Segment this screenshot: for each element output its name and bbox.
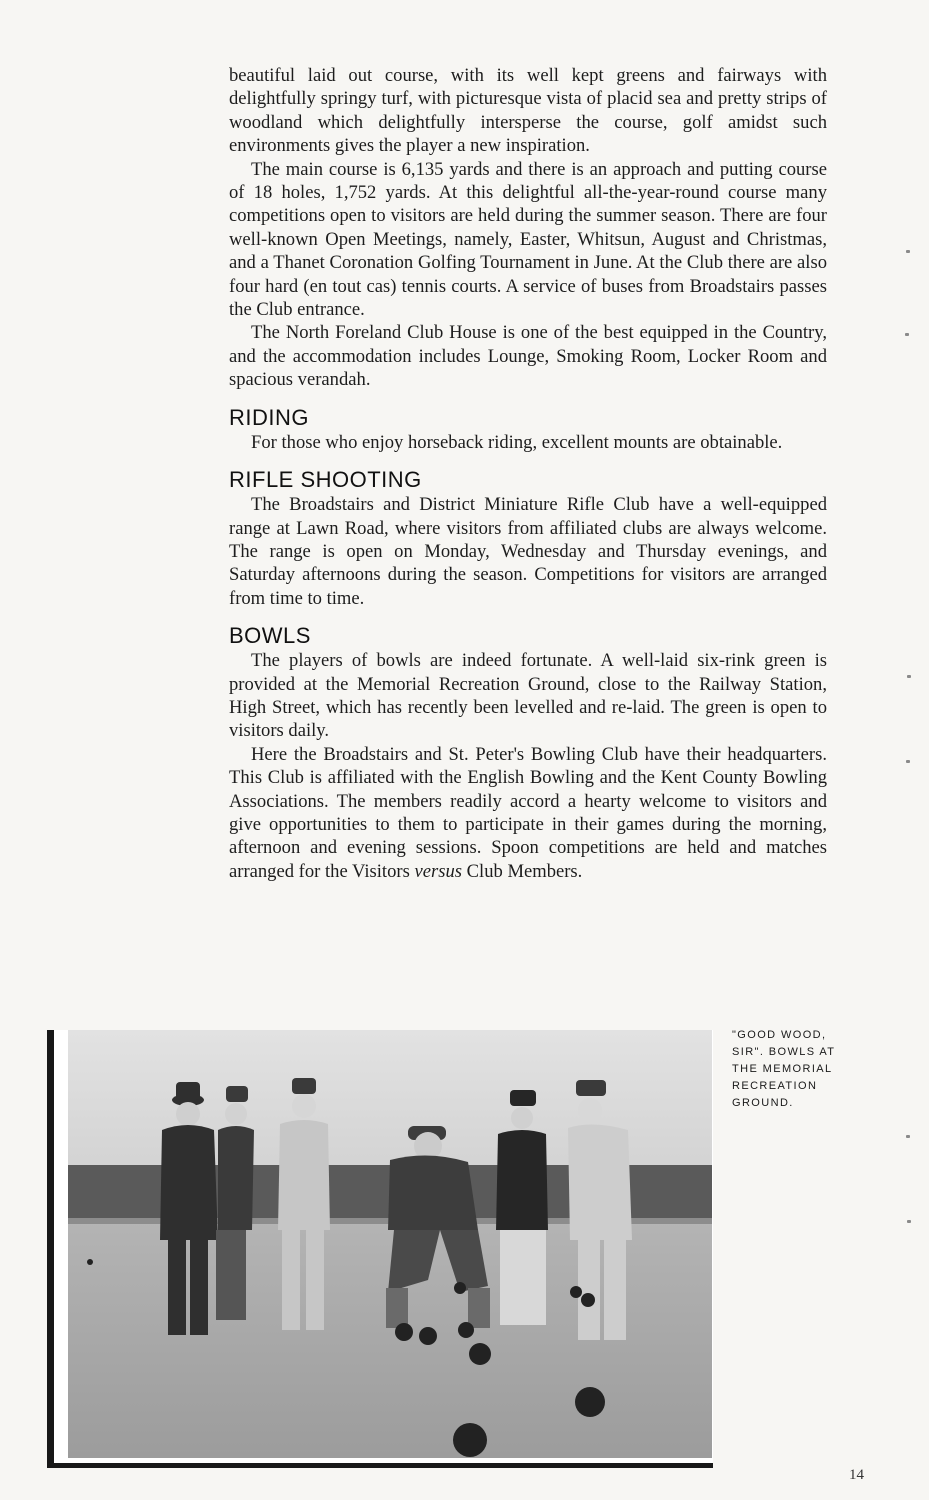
rifle-shooting-heading: RIFLE SHOOTING	[229, 467, 422, 493]
riding-heading: RIDING	[229, 404, 309, 430]
versus-italic: versus	[414, 860, 462, 882]
bowls-heading: BOWLS	[229, 623, 311, 649]
club-house-paragraph: The North Foreland Club House is one of the best equipped in the Country, and the accommodation includes Lounge, Smoking Room, Locker Room and spacious verandah.	[229, 322, 827, 391]
page-number: 14	[849, 1467, 864, 1483]
rifle-shooting-paragraph: The Broadstairs and District Miniature Rifle Club have a well-equipped range at Lawn Road, where visitors from affiliated clubs are always welcome. The range is open on Monday, Wednesday and Thursday evenings, and Saturday afternoons during the season. Competitions for visitors are arranged from time to time.	[229, 494, 827, 609]
golf-paragraph-continued: beautiful laid out course, with its well kept greens and fairways with delightfully springy turf, with picturesque vista of placid sea and pretty strips of woodland which delightfully intersperse the course, golf amidst such environments gives the player a new inspiration.	[229, 65, 827, 157]
margin-mark	[907, 1220, 911, 1223]
photo-border-left	[47, 1030, 54, 1468]
photo-border-bottom	[47, 1463, 713, 1468]
photo-caption: "GOOD WOOD, SIR". BOWLS AT THE MEMORIAL RECREATION GROUND.	[732, 1029, 836, 1109]
margin-mark	[906, 760, 910, 763]
bowls-photograph	[68, 1030, 712, 1458]
golf-course-paragraph: The main course is 6,135 yards and there is an approach and putting course of 18 holes, 1,752 yards. At this delightful all-the-year-round course many competitions open to visitors are held during the summer season. There are four well-known Open Meetings, namely, Easter, Whitsun, August and Christmas, and a Thanet Coronation Golfing Tournament in June. At the Club there are also four hard (en tout cas) tennis courts. A service of buses from Broadstairs passes the Club entrance.	[229, 158, 827, 321]
bowls-paragraph-2-end: Club Members.	[461, 860, 583, 882]
riding-paragraph: For those who enjoy horseback riding, excellent mounts are obtainable.	[251, 431, 783, 453]
bowls-paragraph-1: The players of bowls are indeed fortunate. A well-laid six-rink green is provided at the Memorial Recreation Ground, close to the Railway Station, High Street, which has recently been levelled and re-laid. The green is open to visitors daily.	[229, 650, 827, 742]
bowls-paragraph-2-start: Here the Broadstairs and St. Peter's Bowling Club have their headquarters. This Club is affiliated with the English Bowling and the Kent County Bowling Associations. The members readily accord a hearty welcome to visitors and give opportunities to them to participate in their games during the morning, afternoon and evening sessions. Spoon competitions are held and matches arranged for the Visitors	[229, 743, 827, 882]
margin-mark	[907, 675, 911, 678]
body-text	[229, 64, 827, 883]
margin-mark	[906, 1135, 910, 1138]
margin-mark	[906, 250, 910, 253]
bowls-paragraph-2	[229, 743, 827, 883]
margin-mark	[905, 333, 909, 336]
